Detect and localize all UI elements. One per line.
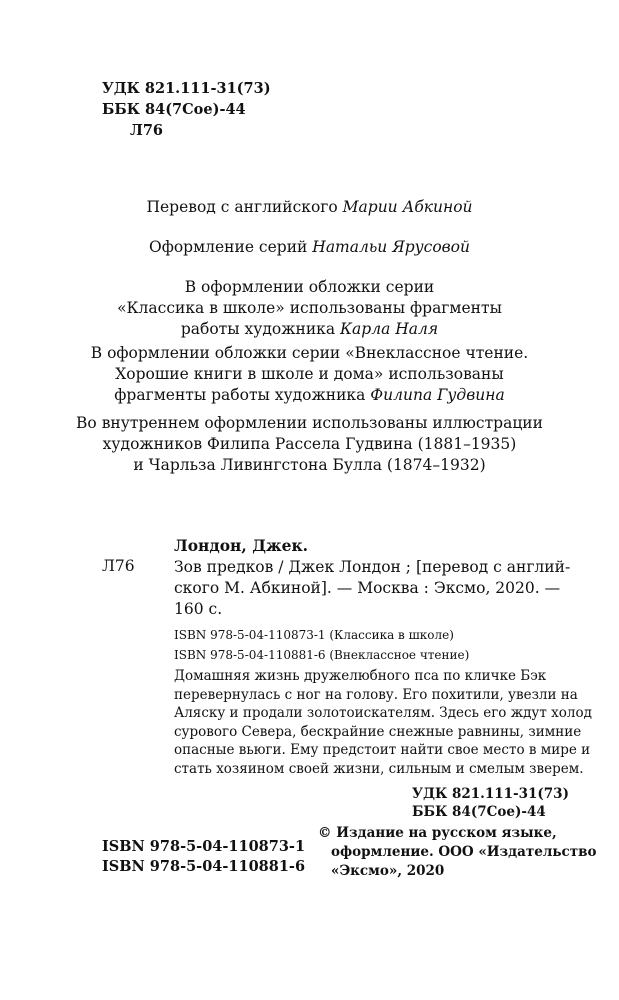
- cover2-line1: В оформлении обложки серии «Внеклассное чтение.: [90, 344, 529, 362]
- record-udk: УДК 821.111-31(73): [412, 786, 569, 802]
- bibliographic-description: [174, 557, 570, 620]
- biblio-line1: Зов предков / Джек Лондон ; [перевод с англий-: [174, 558, 571, 576]
- copyright-line1: © Издание на русском языке,: [318, 825, 557, 841]
- cover2-line3-prefix: фрагменты работы художника: [114, 386, 371, 404]
- cover-credit-classics: [60, 277, 559, 340]
- isbn-series-line2: ISBN 978-5-04-110881-6 (Внеклассное чтение): [174, 648, 470, 662]
- series-designer-name: Натальи Ярусовой: [312, 238, 470, 256]
- cover1-line2: «Классика в школе» использованы фрагменты: [117, 299, 502, 317]
- isbn-series-block: [174, 625, 469, 665]
- copyright-line3: «Эксмо», 2020: [331, 863, 445, 879]
- series-design-credit: [60, 238, 559, 256]
- record-author-mark: Л76: [102, 557, 135, 575]
- inner-line2: художников Филипа Рассела Гудвина (1881–1935): [102, 435, 517, 453]
- translation-credit: [60, 198, 559, 216]
- annotation-line: Домашняя жизнь дружелюбного пса по кличке Бэк: [174, 668, 547, 684]
- author-mark: Л76: [130, 122, 164, 139]
- annotation-line: перевернулась с ног на голову. Его похитили, увезли на: [174, 686, 578, 703]
- cover1-line1: В оформлении обложки серии: [184, 278, 435, 296]
- copyright-block: [318, 824, 596, 881]
- translation-prefix: Перевод с английского: [146, 198, 343, 216]
- inner-line3: и Чарльза Ливингстона Булла (1874–1932): [133, 456, 486, 474]
- annotation-line: опасные вьюги. Ему предстоит найти свое место в мире и: [174, 742, 591, 758]
- annotation-line: сурового Севера, бескрайние снежные равнины, зимние: [174, 723, 582, 740]
- cover2-line2: Хорошие книги в школе и дома» использованы: [115, 365, 504, 383]
- udk-code: УДК 821.111-31(73): [102, 80, 271, 97]
- author-heading: Лондон, Джек.: [174, 536, 309, 555]
- footer-isbn1: ISBN 978-5-04-110873-1: [102, 838, 306, 855]
- cover1-line3: [60, 319, 559, 340]
- bbk-code: ББК 84(7Сое)-44: [102, 101, 246, 118]
- cover-credit-extracurricular: [60, 343, 559, 406]
- cover2-artist: Филипа Гудвина: [370, 386, 505, 404]
- annotation: [174, 667, 592, 778]
- footer-isbn2: ISBN 978-5-04-110881-6: [102, 858, 306, 875]
- inner-illustration-credit: [60, 413, 559, 476]
- cover1-artist: Карла Наля: [340, 320, 439, 338]
- biblio-line3: 160 с.: [174, 600, 223, 618]
- biblio-line2: ского М. Абкиной]. — Москва : Эксмо, 2020. —: [174, 579, 561, 597]
- series-design-prefix: Оформление серий: [149, 238, 313, 256]
- record-bbk: ББК 84(7Сое)-44: [412, 804, 546, 820]
- cover1-line3-prefix: работы художника: [180, 320, 341, 338]
- annotation-line: стать хозяином своей жизни, сильным и смелым зверем.: [174, 760, 584, 777]
- classification-block: [102, 78, 271, 141]
- copyright-line2: оформление. ООО «Издательство: [331, 844, 597, 860]
- translator-name: Марии Абкиной: [342, 198, 473, 216]
- annotation-line: Аляску и продали золотоискателям. Здесь его ждут холод: [174, 705, 592, 721]
- isbn-series-line1: ISBN 978-5-04-110873-1 (Классика в школе): [174, 628, 454, 642]
- inner-line1: Во внутреннем оформлении использованы иллюстрации: [76, 414, 543, 432]
- cover2-line3: [60, 385, 559, 406]
- record-classification: [412, 785, 569, 821]
- footer-isbn-block: [102, 837, 305, 877]
